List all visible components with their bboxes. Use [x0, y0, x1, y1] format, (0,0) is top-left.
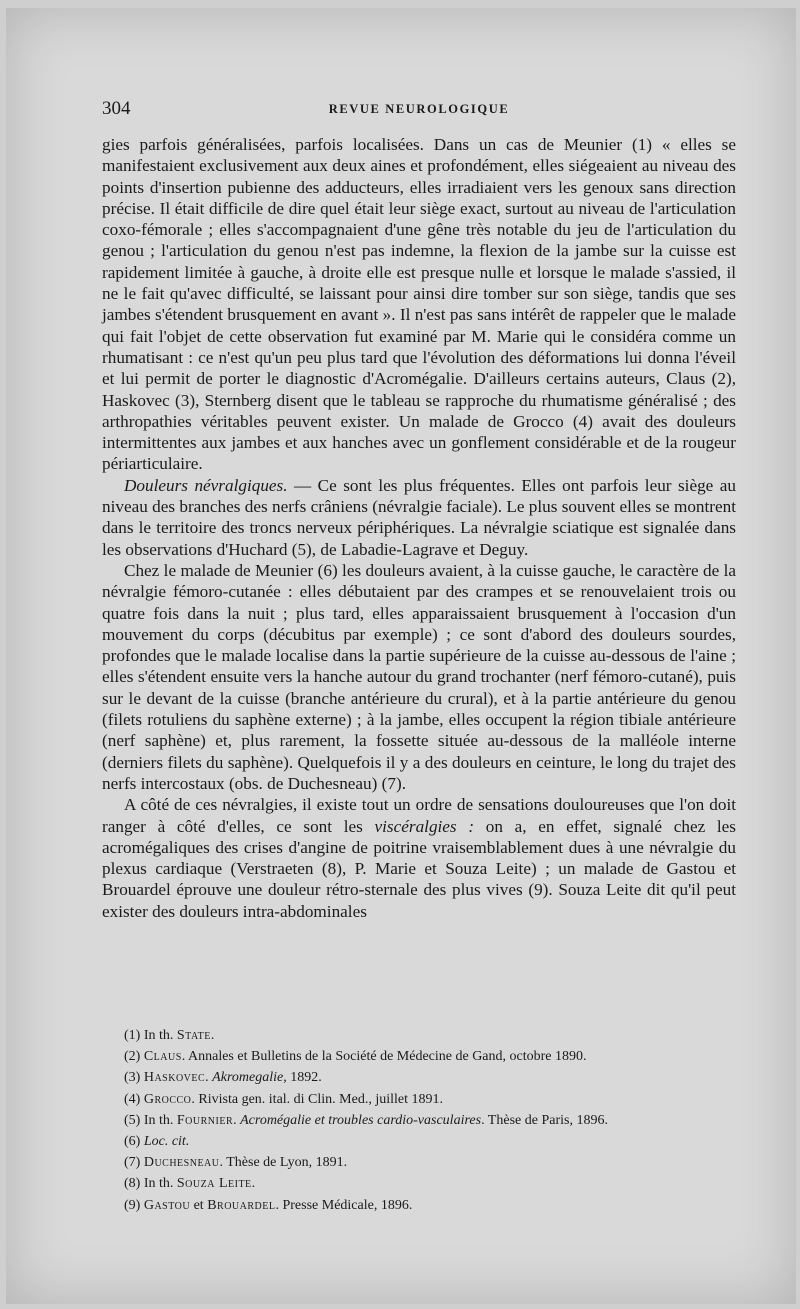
footnote-5 [124, 1110, 744, 1131]
footnote-author: Haskovec [143, 1070, 206, 1086]
footnote-number: (2) [124, 1049, 141, 1065]
running-head: REVUE NEUROLOGIQUE [328, 102, 510, 116]
footnotes [124, 1025, 744, 1216]
page-header [102, 98, 736, 122]
page-number: 304 [102, 98, 131, 119]
footnote-author: State [176, 1028, 211, 1043]
footnote-text: . Presse Médicale, 1896. [275, 1197, 413, 1213]
paragraph-neuralgic-pain-text: — Ce sont les plus fréquentes. Elles ont parfois leur siège au niveau des branches des nerfs crâniens (névralgie faciale). Le plus souvent elles se montrent dans le territoire des troncs nerveux périphériques. La névralgie sciatique est signalée dans les observations d'Huchard (5), de Labadie-Lagrave et Deguy. [102, 475, 736, 559]
footnote-number: (3) [124, 1070, 141, 1086]
footnote-4 [124, 1089, 744, 1110]
paragraph-visceralgies-text-b: on a, en effet, signalé chez les acromégaliques des crises d'angine de poitrine vraisemblablement dues à une névralgie du plexus cardiaque (Verstraeten (8), P. Marie et Souza Leite) ; un malade de Gastou et Brouardel éprouve une douleur rétro-sternale des plus vives (9). Souza Leite dit qu'il peut exister des douleurs intra-abdominales [102, 816, 736, 921]
footnote-9 [124, 1195, 744, 1216]
footnote-title: Akromegalie [212, 1070, 284, 1086]
footnote-text: . [205, 1070, 213, 1086]
footnote-text: . Rivista gen. ital. di Clin. Med., juillet 1891. [191, 1091, 444, 1107]
paragraph-visceralgies-text-a: A côté de ces névralgies, il existe tout un ordre de sensations douloureuses que l'on doit ranger à côté d'elles, ce sont les [102, 795, 736, 836]
footnote-text: . Thèse de Lyon, 1891. [219, 1155, 348, 1171]
footnote-text-mid: et [190, 1197, 208, 1213]
footnote-3 [124, 1067, 744, 1088]
footnote-number: (1) [124, 1028, 141, 1043]
footnote-text: . [210, 1028, 215, 1043]
footnote-6 [124, 1131, 744, 1152]
paragraph-meunier-case: Chez le malade de Meunier (6) les douleurs avaient, à la cuisse gauche, le caractère de la névralgie fémoro-cutanée : elles débutaient par des crampes et se renouvelaient trois ou quatre fois dans la nuit ; plus tard, elles apparaissaient brusquement à l'occasion d'un mouvement du corps (décubitus par exemple) ; ce sont d'abord des douleurs sourdes, profondes que le malade localise dans la partie supérieure de la cuisse au-dessous de l'aine ; elles s'étendent ensuite vers la hanche autour du grand trochanter (nerf fémoro-cutané), puis sur le devant de la cuisse (branche antérieure du crural), et à la partie antérieure du genou (filets rotuliens du saphène externe) ; à la jambe, elles occupent la région tibiale antérieure (nerf saphène) et, plus rarement, la fossette située au-dessous de la malléole interne (derniers filets du saphène). Quelquefois il y a des douleurs en ceinture, le long du trajet des nerfs intercostaux (obs. de Duchesneau) (7). [102, 560, 736, 793]
footnote-text: . Annales et Bulletins de la Société de Médecine de Gand, octobre 1890. [181, 1049, 587, 1065]
footnote-2 [124, 1046, 744, 1067]
footnote-number: (7) [124, 1155, 141, 1171]
footnote-author: Fournier [176, 1112, 234, 1128]
footnote-1 [124, 1025, 744, 1046]
footnote-8 [124, 1173, 744, 1194]
footnote-prefix: In th. [143, 1176, 177, 1192]
footnote-author-2: Brouardel [207, 1197, 276, 1213]
footnote-text: . [233, 1112, 241, 1128]
footnote-author: Grocco [143, 1091, 192, 1107]
footnote-title: Acromégalie et troubles cardio-vasculaires [240, 1112, 482, 1128]
paragraph-rheumatism: gies parfois généralisées, parfois localisées. Dans un cas de Meunier (1) « elles se manifestaient exclusivement aux deux aines et profondément, elles siégeaient au niveau des points d'insertion pubienne des adducteurs, elles irradiaient vers les genoux sans direction précise. Il était difficile de dire quel était leur siège exact, surtout au niveau de l'articulation coxo-fémorale ; elles s'accompagnaient d'une gêne très notable du jeu de l'articulation du genou ; l'articulation du genou n'est pas indemne, la flexion de la jambe sur la cuisse est rapidement limitée à gauche, à droite elle est presque nulle et lorsque le malade s'assied, il ne le fait qu'avec difficulté, se laissant pour ainsi dire tomber sur son siège, tandis que ses jambes s'étendent brusquement en avant ». Il n'est pas sans intérêt de rappeler que le malade qui fait l'objet de cette observation fut examiné par M. Marie qui le considéra comme un rhumatisant : ce n'est qu'un peu plus tard que l'évolution des déformations lui donna l'éveil et lui permit de porter le diagnostic d'Acromégalie. D'ailleurs certains auteurs, Claus (2), Haskovec (3), Sternberg disent que le tableau se rapproche du rhumatisme généralisé ; des arthropathies véritables peuvent exister. Un malade de Grocco (4) avait des douleurs intermittentes aux jambes et aux hanches avec un gonflement considérable et de la rougeur périarticulaire. [102, 135, 736, 474]
footnote-author: Gastou [143, 1197, 191, 1213]
footnote-author: Duchesneau [143, 1155, 220, 1171]
footnote-author: Souza Leite [176, 1176, 252, 1192]
term-visceralgies: viscéralgies : [374, 816, 475, 836]
footnote-text: . [251, 1176, 256, 1192]
footnote-number: (4) [124, 1091, 141, 1107]
scanned-page [6, 8, 796, 1304]
section-title-douleurs-nevralgiques: Douleurs névralgiques. [124, 475, 288, 495]
footnote-number: (8) [124, 1176, 141, 1192]
paragraph-neuralgic-pain [102, 475, 736, 560]
paragraph-visceralgies [102, 794, 736, 922]
footnote-prefix: In th. [143, 1028, 177, 1043]
footnote-text-end: , 1892. [283, 1070, 322, 1086]
footnote-author: Claus [143, 1049, 182, 1065]
footnote-title: Loc. cit. [143, 1134, 190, 1150]
footnote-text-end: . Thèse de Paris, 1896. [481, 1112, 608, 1128]
body-text [102, 134, 736, 922]
footnote-number: (5) [124, 1112, 141, 1128]
footnote-number: (6) [124, 1134, 141, 1150]
footnote-7 [124, 1152, 744, 1173]
footnote-prefix: In th. [143, 1112, 177, 1128]
footnote-number: (9) [124, 1197, 141, 1213]
